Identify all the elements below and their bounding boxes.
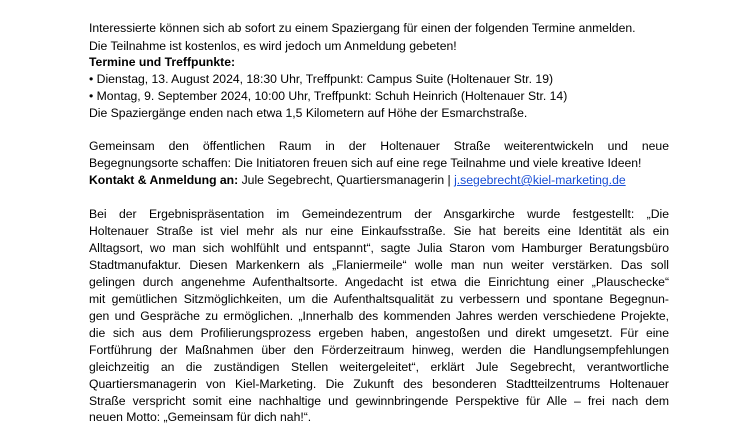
results-line-9: Fortführung der Maßnahmen über den Förderzeitraum hinweg, werden die Handlungsempfehlungen <box>89 343 669 357</box>
intro-line-2: Die Teilnahme ist kostenlos, es wird jedoch um Anmeldung gebeten! <box>89 39 457 53</box>
results-line-13: neuen Motto: „Gemeinsam für dich nah!“. <box>89 410 312 424</box>
termine-note: Die Spaziergänge enden nach etwa 1,5 Kilometern auf Höhe der Esmarchstraße. <box>89 106 528 120</box>
termin-item-2: • Montag, 9. September 2024, 10:00 Uhr, Treffpunkt: Schuh Heinrich (Holtenauer Str. 14) <box>89 89 568 103</box>
results-line-5: gelingen durch angenehme Aufenthaltsorte. Angedacht ist etwa die Einrichtung einer „Plauschecke“ <box>89 275 669 289</box>
contact-label: Kontakt & Anmeldung an: <box>89 173 239 187</box>
termin-item-1: • Dienstag, 13. August 2024, 18:30 Uhr, Treffpunkt: Campus Suite (Holtenauer Str. 19) <box>89 72 554 86</box>
results-line-4: Stadtmanufaktur. Diesen Markenkern als „Flaniermeile“ wolle man nun weiter verstärken. Das soll <box>89 258 669 272</box>
results-line-3: Alltagsort, wo man sich wohlfühlt und entspannt“, sagte Julia Staron vom Hamburger Beratungsbüro <box>89 241 669 255</box>
results-line-7: gen und Gespräche zu ermöglichen. „Innerhalb des kommenden Jahres werden verschiedene Projekte, <box>89 309 669 323</box>
intro-line-1: Interessierte können sich ab sofort zu einem Spaziergang für einen der folgenden Termine anmelden. <box>89 21 636 35</box>
contact-line <box>89 171 669 189</box>
results-line-8: die sich aus dem Profilierungsprozess ergeben haben, angestoßen und direkt umgesetzt. Für eine <box>89 326 669 340</box>
results-line-12: Straße verspricht somit eine nachhaltige und gewinnbringende Perspektive für Alle – frei nach dem <box>89 394 669 408</box>
community-line-1: Gemeinsam den öffentlichen Raum in der Holtenauer Straße weiterentwickeln und neue <box>89 139 669 153</box>
contact-email-link[interactable]: j.segebrecht@kiel-marketing.de <box>454 173 626 187</box>
results-line-6: mit gemütlichen Sitzmöglichkeiten, um die Aufenthaltsqualität zu verbessern und spontane Begegnun- <box>89 292 669 306</box>
results-line-1: Bei der Ergebnispräsentation im Gemeindezentrum der Ansgarkirche wurde festgestellt: „Die <box>89 207 669 221</box>
results-line-11: Quartiersmanagerin von Kiel-Marketing. Die Zukunft des besonderen Stadtteilzentrums Holtenauer <box>89 377 669 391</box>
contact-text: Jule Segebrecht, Quartiersmanagerin | <box>238 173 455 187</box>
termine-heading-text: Termine und Treffpunkte: <box>89 55 236 69</box>
community-line-2: Begegnungsorte schaffen: Die Initiatoren freuen sich auf eine rege Teilnahme und viele kreative Ideen! <box>89 156 642 170</box>
termine-heading <box>89 53 669 71</box>
results-line-2: Holtenauer Straße ist viel mehr als nur eine Einkaufsstraße. Sie hat bereits eine Identität als ein <box>89 224 669 238</box>
results-line-10: gleichzeitig an die zuständigen Stellen weitergeleitet“, erklärt Jule Segebrecht, verantwortliche <box>89 360 669 374</box>
